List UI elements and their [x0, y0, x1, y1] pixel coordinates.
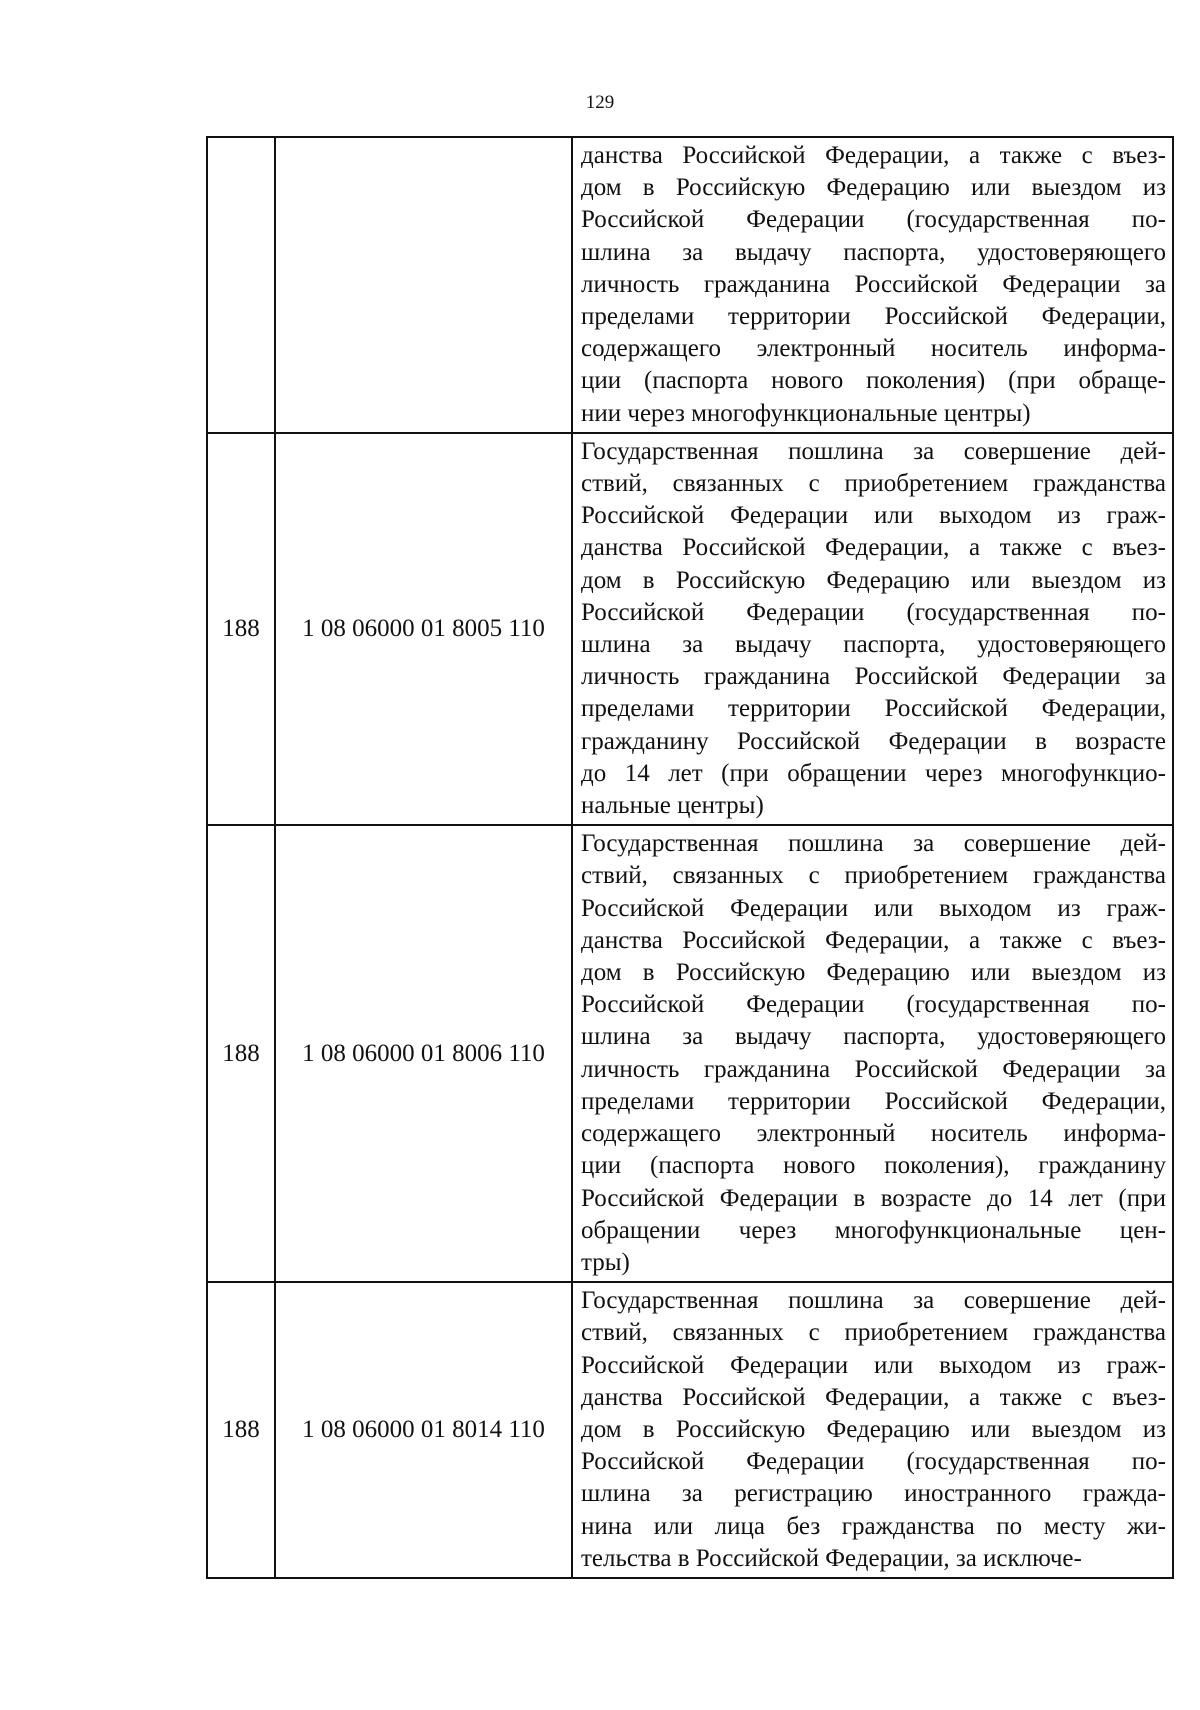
budget-code-cell: 1 08 06000 01 8014 110 [275, 1282, 572, 1578]
description-line: содержащего электронный носитель информа- [581, 1120, 1166, 1148]
description-line: Российской Федерации в возрасте до 14 лет (при [581, 1184, 1166, 1212]
table-row [207, 825, 1173, 1282]
budget-code-cell [275, 137, 572, 433]
description-line: дом в Российскую Федерацию или выездом из [581, 174, 1166, 202]
description-cell [572, 433, 1173, 825]
description-line: данства Российской Федерации, а также с въез- [581, 142, 1166, 169]
description-cell [572, 137, 1173, 433]
description-line: тры) [581, 1248, 630, 1276]
admin-code-cell: 188 [207, 433, 275, 825]
description-line: тельства в Российской Федерации, за исключе- [581, 1544, 1082, 1572]
description-line: обращении через многофункциональные цен- [581, 1216, 1166, 1244]
description-line: ствий, связанных с приобретением гражданства [581, 470, 1166, 498]
description-line: данства Российской Федерации, а также с въез- [581, 926, 1166, 954]
description-line: шлина за выдачу паспорта, удостоверяющего [581, 238, 1166, 266]
budget-code-cell: 1 08 06000 01 8005 110 [275, 433, 572, 825]
description-line: гражданину Российской Федерации в возрасте [581, 727, 1166, 755]
description-line: Российской Федерации или выходом из граж- [581, 502, 1166, 530]
description-line: личность гражданина Российской Федерации за [581, 270, 1166, 298]
budget-code-cell: 1 08 06000 01 8006 110 [275, 825, 572, 1282]
description-line: до 14 лет (при обращении через многофункцио- [581, 759, 1166, 787]
description-line: содержащего электронный носитель информа- [581, 335, 1166, 363]
description-line: Российской Федерации (государственная по- [581, 991, 1166, 1019]
description-line: шлина за выдачу паспорта, удостоверяющего [581, 631, 1166, 659]
description-line: нина или лица без гражданства по месту жи- [581, 1512, 1166, 1540]
description-line: Российской Федерации (государственная по- [581, 598, 1166, 626]
description-line: Российской Федерации или выходом из граж- [581, 1351, 1166, 1379]
description-line: ствий, связанных с приобретением гражданства [581, 1319, 1166, 1347]
description-line: дом в Российскую Федерацию или выездом из [581, 566, 1166, 594]
table-row [207, 137, 1173, 433]
description-line: шлина за регистрацию иностранного гражда- [581, 1480, 1166, 1508]
description-line: ствий, связанных с приобретением гражданства [581, 862, 1166, 890]
description-cell [572, 1282, 1173, 1578]
description-line: шлина за выдачу паспорта, удостоверяющего [581, 1023, 1166, 1051]
page-number: 129 [585, 92, 615, 113]
description-line: ции (паспорта нового поколения), гражданину [581, 1152, 1166, 1180]
description-line: нии через многофункциональные центры) [581, 399, 1031, 427]
description-line: данства Российской Федерации, а также с въез- [581, 1383, 1166, 1411]
description-line: Государственная пошлина за совершение дей- [581, 1287, 1166, 1315]
admin-code-cell [207, 137, 275, 433]
description-line: Государственная пошлина за совершение дей- [581, 830, 1166, 858]
description-line: Российской Федерации (государственная по- [581, 206, 1166, 234]
description-line: дом в Российскую Федерацию или выездом из [581, 959, 1166, 987]
description-line: ции (паспорта нового поколения) (при обраще- [581, 367, 1166, 395]
admin-code-cell: 188 [207, 825, 275, 1282]
description-line: пределами территории Российской Федерации, [581, 1087, 1166, 1115]
table-row [207, 1282, 1173, 1578]
description-line: Российской Федерации (государственная по- [581, 1448, 1166, 1476]
table-row [207, 433, 1173, 825]
description-line: данства Российской Федерации, а также с въез- [581, 534, 1166, 562]
budget-codes-table [206, 136, 1174, 1579]
description-line: пределами территории Российской Федерации, [581, 695, 1166, 723]
description-line: личность гражданина Российской Федерации за [581, 663, 1166, 691]
description-line: Государственная пошлина за совершение дей- [581, 437, 1166, 465]
description-line: Российской Федерации или выходом из граж- [581, 894, 1166, 922]
description-line: личность гражданина Российской Федерации за [581, 1055, 1166, 1083]
description-line: нальные центры) [581, 792, 764, 820]
description-line: дом в Российскую Федерацию или выездом из [581, 1415, 1166, 1443]
description-cell [572, 825, 1173, 1282]
admin-code-cell: 188 [207, 1282, 275, 1578]
description-line: пределами территории Российской Федерации, [581, 303, 1166, 331]
